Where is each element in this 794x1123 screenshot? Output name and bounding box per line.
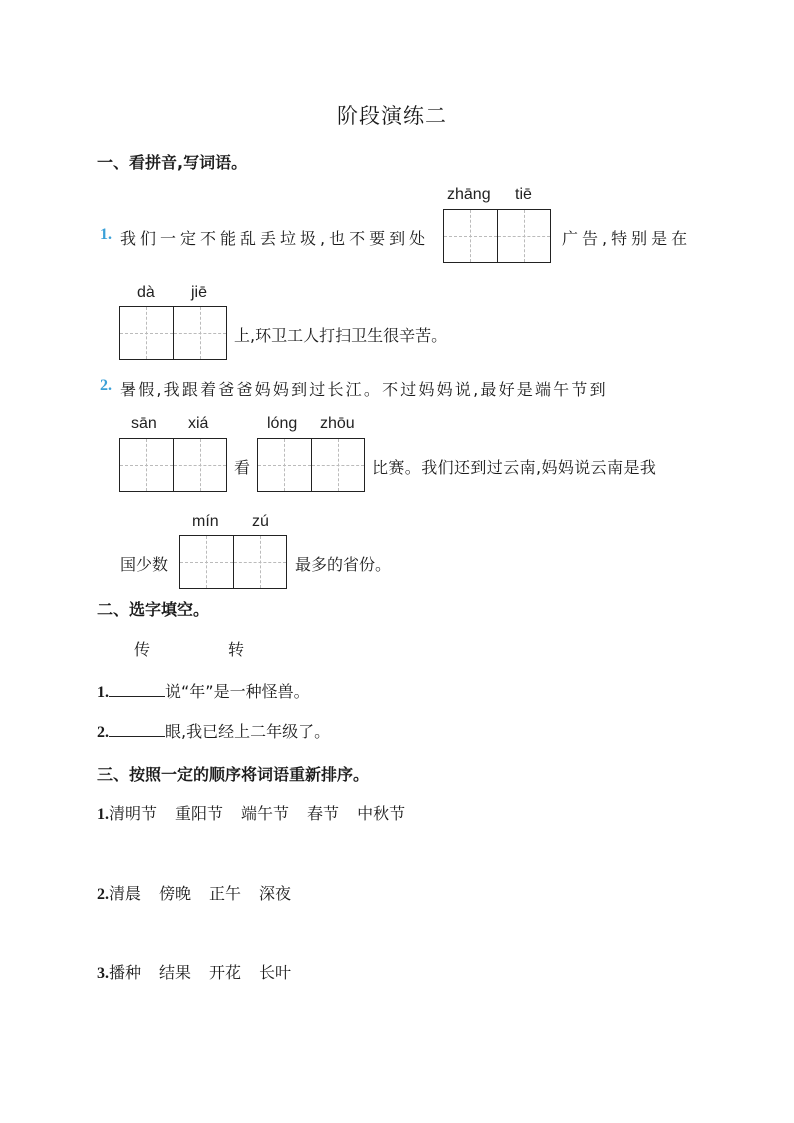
q1-text-after: 广告,特别是在 [562, 229, 692, 248]
section3-heading: 三、按照一定的顺序将词语重新排序。 [97, 765, 370, 784]
order-word: 播种 [109, 963, 142, 982]
order-word: 长叶 [259, 963, 292, 982]
order-word: 春节 [307, 804, 340, 823]
fill-blank[interactable] [109, 682, 165, 697]
order-word: 中秋节 [357, 804, 406, 823]
order-item-number: 1. [97, 806, 109, 823]
order-word: 开花 [209, 963, 242, 982]
q1-pinyin-2: tiē [515, 186, 532, 203]
answer-box-zhangtie[interactable] [443, 209, 551, 263]
order-word: 正午 [209, 884, 242, 903]
order-word: 深夜 [259, 884, 292, 903]
order-word: 傍晚 [159, 884, 192, 903]
order-word: 端午节 [241, 804, 290, 823]
q2-number: 2. [100, 377, 112, 394]
q1-pinyin-3: dà [137, 284, 155, 301]
order-item-2 [97, 881, 309, 904]
fill-item-text: 眼,我已经上二年级了。 [165, 722, 331, 741]
order-item-number: 2. [97, 886, 109, 903]
order-item-number: 3. [97, 965, 109, 982]
order-word: 结果 [159, 963, 192, 982]
q2-pinyin-5: mín [192, 513, 219, 530]
answer-box-dajie[interactable] [119, 306, 227, 360]
q1-pinyin-4: jiē [191, 284, 208, 301]
q2-pinyin-2: xiá [188, 415, 209, 432]
fill-blank[interactable] [109, 722, 165, 737]
fill-item-text: 说“年”是一种怪兽。 [165, 682, 310, 701]
choice-char-1: 传 [134, 640, 151, 659]
q1-pinyin-1: zhāng [447, 186, 491, 203]
order-word: 清明节 [109, 804, 158, 823]
order-item-1 [97, 801, 423, 824]
fill-item-2 [97, 719, 330, 742]
answer-box-minzu[interactable] [179, 535, 287, 589]
choice-char-2: 转 [228, 640, 245, 659]
q2-pinyin-3: lóng [267, 415, 298, 432]
q2-pinyin-6: zú [252, 513, 269, 530]
q2-pinyin-4: zhōu [320, 415, 355, 432]
order-item-3 [97, 960, 309, 983]
section2-heading: 二、选字填空。 [97, 600, 210, 619]
fill-item-1 [97, 679, 310, 702]
q2-pinyin-1: sān [131, 415, 157, 432]
answer-box-sanxia[interactable] [119, 438, 227, 492]
q1-text-before: 我们一定不能乱丢垃圾,也不要到处 [120, 229, 430, 248]
page-title: 阶段演练二 [337, 104, 447, 128]
section1-heading: 一、看拼音,写词语。 [97, 153, 248, 172]
q2-line1: 暑假,我跟着爸爸妈妈到过长江。不过妈妈说,最好是端午节到 [120, 380, 608, 399]
order-word: 清晨 [109, 884, 142, 903]
q1-line2-text: 上,环卫工人打扫卫生很辛苦。 [234, 326, 448, 345]
fill-item-number: 2. [97, 724, 109, 741]
answer-box-longzhou[interactable] [257, 438, 365, 492]
q2-line3-tail: 最多的省份。 [295, 555, 392, 574]
order-word: 重阳节 [175, 804, 224, 823]
fill-item-number: 1. [97, 684, 109, 701]
q2-line2-tail: 比赛。我们还到过云南,妈妈说云南是我 [372, 458, 657, 477]
q1-number: 1. [100, 226, 112, 243]
q2-mid-text: 看 [234, 458, 251, 477]
q2-line3-head: 国少数 [120, 555, 169, 574]
